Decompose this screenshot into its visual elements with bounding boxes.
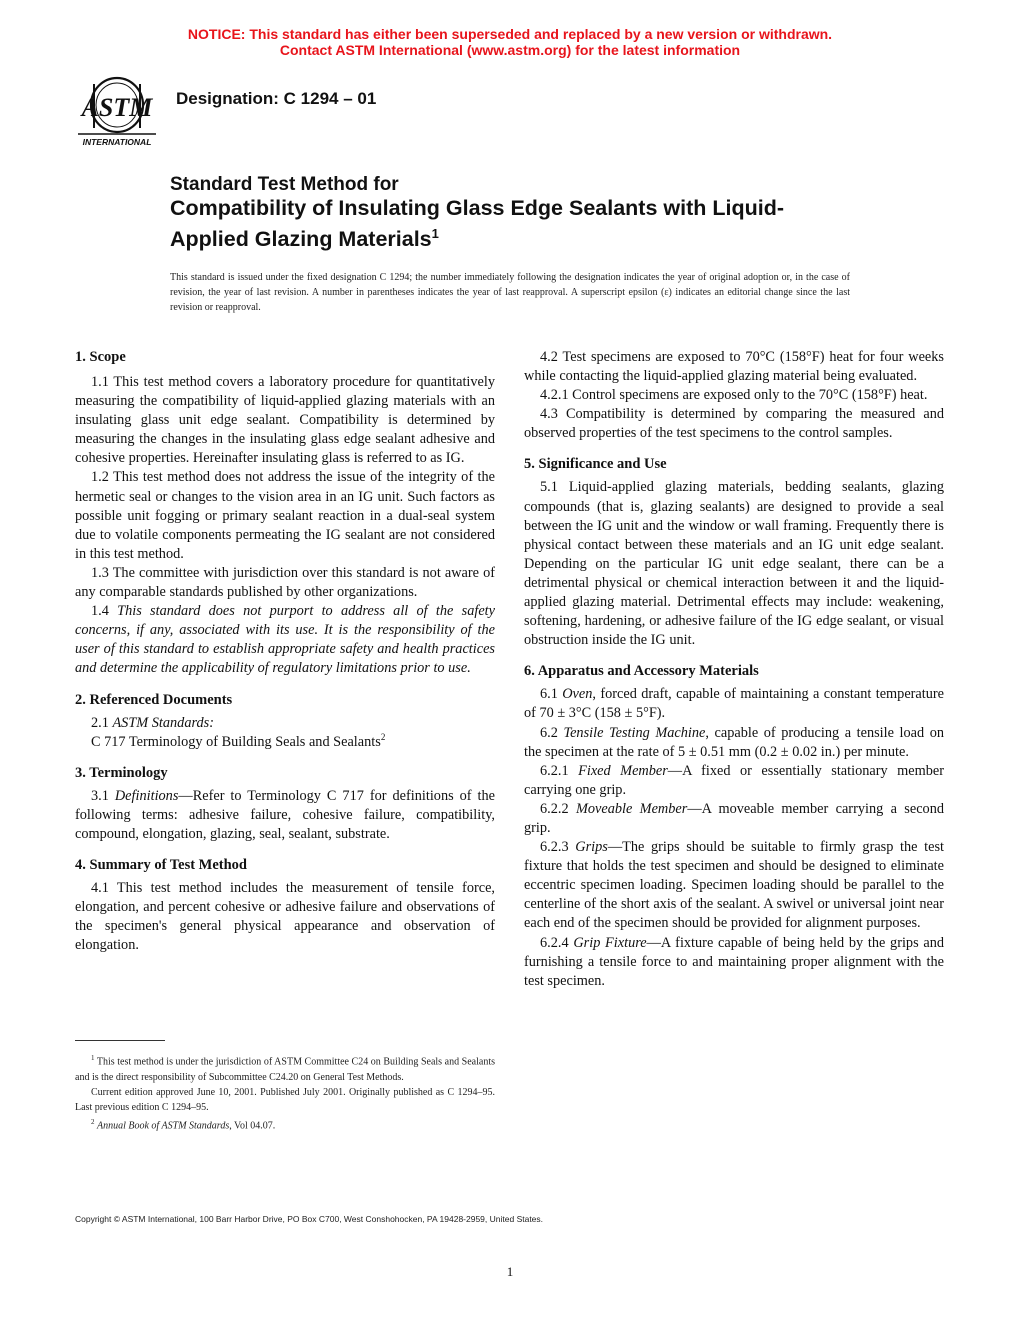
paragraph-3-1-term: Definitions (114, 787, 179, 804)
paragraph-6-2-number: 6.2 (540, 724, 558, 741)
paragraph-6-2-text: , capable of producing a tensile load on the specimen at the rate of 5 ± 0.51 mm (0.2 ± 0.02 in.) per minute. (524, 724, 944, 760)
footnote-2-title: Annual Book of ASTM Standards (97, 1120, 230, 1132)
title-line-3-text: Applied Glazing Materials (170, 227, 432, 252)
paragraph-3-1-number: 3.1 (91, 787, 109, 804)
paragraph-1-4 (75, 602, 495, 678)
paragraph-6-1-number: 6.1 (540, 686, 558, 703)
left-column (75, 348, 495, 955)
notice-line-1: NOTICE: This standard has either been superseded and replaced by a new version or withdrawn. (187, 26, 833, 42)
paragraph-6-2-term: Tensile Testing Machine (563, 724, 706, 741)
section-heading-referenced-documents: 2. Referenced Documents (75, 691, 233, 708)
paragraph-2-1-text: ASTM Standards: (112, 714, 214, 731)
paragraph-6-2 (524, 724, 944, 762)
paragraph-1-1: 1.1 This test method covers a laboratory procedure for quantitatively measuring the compatibility of liquid-applied glazing materials with an insulating glass unit edge sealant. Compatibility is determined by measuring the changes in the insulating glass edge sealant adhesive and cohesive properties. Hereinafter insulating glass is referred to as IG. (75, 374, 495, 467)
paragraph-6-2-2-term: Moveable Member (575, 800, 688, 817)
footnote-1 (75, 1051, 495, 1085)
paragraph-6-2-1 (524, 762, 944, 800)
paragraph-6-2-4-text: —A fixture capable of being held by the grips and furnishing a tensile force to and maintaining proper alignment with the test specimen. (524, 934, 945, 989)
footnote-1-edition: Current edition approved June 10, 2001. Published July 2001. Originally published as C 1294–95. Last previous edition C 1294–95. (75, 1086, 495, 1113)
paragraph-6-2-2-text: —A moveable member carrying a second grip. (524, 800, 944, 836)
copyright: Copyright © ASTM International, 100 Barr Harbor Drive, PO Box C700, West Conshohocken, PA 19428-2959, United States. (75, 1214, 544, 1224)
paragraph-6-1-term: Oven (562, 686, 593, 703)
title-footnote-mark: 1 (431, 226, 439, 241)
section-heading-apparatus: 6. Apparatus and Accessory Materials (524, 663, 759, 680)
footnote-1-mark: 1 (91, 1054, 95, 1062)
section-heading-scope: 1. Scope (75, 349, 126, 365)
designation: Designation: C 1294 – 01 (176, 89, 377, 108)
page-number: 1 (506, 1264, 514, 1279)
paragraph-4-2-1: 4.2.1 Control specimens are exposed only to the 70°C (158°F) heat. (540, 387, 928, 404)
paragraph-5-1: 5.1 Liquid-applied glazing materials, bedding sealants, glazing compounds (that is, glazing sealants) are designed to provide a seal between the IG unit and the window or wall framing. Frequently there is physical contact between these materials and an IG unit edge sealant. Depending on the particular IG unit edge sealant, there can be a detrimental physical or chemical interaction between it and the liquid-applied glazing material. Detrimental effects may include: weakening, softening, hardening, or adhesive failure of the IG edge sealant, or visual obstruction inside the IG unit. (524, 479, 944, 649)
footnote-2-mark: 2 (91, 1118, 95, 1127)
document-title (170, 174, 870, 252)
right-column (524, 348, 944, 991)
paragraph-6-2-4 (524, 934, 944, 991)
paragraph-6-2-3-text: —The grips should be suitable to firmly grasp the test fixture that holds the test specimen and should be designed to eliminate eccentric specimen loading. Specimen loading should be parallel to the centerline of the short axis of the sealant. A swivel or universal joint near each end of the specimen should be provided for alignment purposes. (524, 839, 944, 932)
paragraph-3-1-text: —Refer to Terminology C 717 for definitions of the following terms: adhesive failure, cohesive failure, compatibility, compound, elongation, glazing, seal, sealant, substrate. (75, 787, 495, 842)
paragraph-1-4-number: 1.4 (91, 603, 109, 620)
paragraph-6-2-2-number: 6.2.2 (540, 800, 569, 817)
title-line-3 (170, 221, 870, 252)
paragraph-6-2-3-number: 6.2.3 (540, 839, 569, 856)
paragraph-3-1 (75, 787, 495, 844)
paragraph-1-4-text: This standard does not purport to address all of the safety concerns, if any, associated with its use. It is the responsibility of the user of this standard to establish appropriate safety and health practices and determine the applicability of regulatory limitations prior to use. (75, 603, 495, 677)
astm-logo (72, 72, 162, 152)
paragraph-6-2-2 (524, 800, 944, 838)
footnote-1-text: This test method is under the jurisdiction of ASTM Committee C24 on Building Seals and Sealants and is the direct responsibility of Subcommittee C24.20 on General Test Methods. (75, 1056, 495, 1083)
section-heading-significance: 5. Significance and Use (524, 456, 667, 473)
paragraph-6-2-1-text: —A fixed or essentially stationary member carrying one grip. (524, 762, 944, 798)
paragraph-4-1: 4.1 This test method includes the measurement of tensile force, elongation, and percent cohesive or adhesive failure and observations of the specimen's general physical appearance and observation of elongation. (75, 879, 495, 954)
section-heading-summary: 4. Summary of Test Method (75, 856, 247, 873)
section-heading-terminology: 3. Terminology (75, 764, 168, 781)
reference-c717 (75, 733, 495, 752)
astm-logo-mark (72, 72, 162, 152)
reference-c717-text: C 717 Terminology of Building Seals and Sealants (91, 733, 381, 750)
notice-banner (0, 26, 1020, 58)
logo-text: ASTM (81, 93, 153, 122)
paragraph-6-2-1-number: 6.2.1 (540, 762, 569, 779)
paragraph-4-3: 4.3 Compatibility is determined by comparing the measured and observed properties of the test specimens to the control samples. (524, 406, 944, 442)
paragraph-6-2-4-term: Grip Fixture (573, 934, 647, 951)
paragraph-6-2-3-term: Grips (575, 839, 608, 856)
footnote-2 (75, 1115, 495, 1134)
paragraph-6-2-4-number: 6.2.4 (540, 934, 569, 951)
title-line-1: Standard Test Method for (170, 174, 399, 195)
logo-subtext: INTERNATIONAL (82, 137, 152, 147)
footnote-2-text: , Vol 04.07. (229, 1120, 276, 1132)
title-line-2: Compatibility of Insulating Glass Edge Sealants with Liquid- (170, 196, 784, 220)
paragraph-1-3: 1.3 The committee with jurisdiction over this standard is not aware of any comparable standards published by other organizations. (75, 564, 495, 601)
reference-c717-mark: 2 (380, 731, 386, 742)
paragraph-6-2-1-term: Fixed Member (578, 762, 668, 779)
paragraph-1-2: 1.2 This test method does not address the issue of the integrity of the hermetic seal or changes to the vision area in an IG unit. Such factors as possible unit fogging or primary sealant reaction in a dual-seal system due to volatile components permeating the IG sealant are not considered in this test method. (75, 469, 495, 562)
footnotes (75, 1040, 495, 1134)
paragraph-6-1 (524, 685, 944, 723)
paragraph-2-1 (75, 714, 495, 733)
footnote-rule (75, 1040, 165, 1041)
paragraph-2-1-number: 2.1 (91, 714, 109, 731)
paragraph-6-2-3 (524, 838, 944, 933)
notice-line-2: Contact ASTM International (www.astm.org) for the latest information (279, 42, 741, 58)
paragraph-4-2: 4.2 Test specimens are exposed to 70°C (158°F) heat for four weeks while contacting the liquid-applied glazing material being evaluated. (524, 349, 944, 385)
paragraph-6-1-text: , forced draft, capable of maintaining a constant temperature of 70 ± 3°C (158 ± 5°F). (524, 686, 944, 722)
issued-note: This standard is issued under the fixed designation C 1294; the number immediately following the designation indicates the year of original adoption or, in the case of revision, the year of last revision. A number in parentheses indicates the year of last reapproval. A superscript epsilon (ε) indicates an editorial change since the last revision or reapproval. (170, 272, 850, 313)
